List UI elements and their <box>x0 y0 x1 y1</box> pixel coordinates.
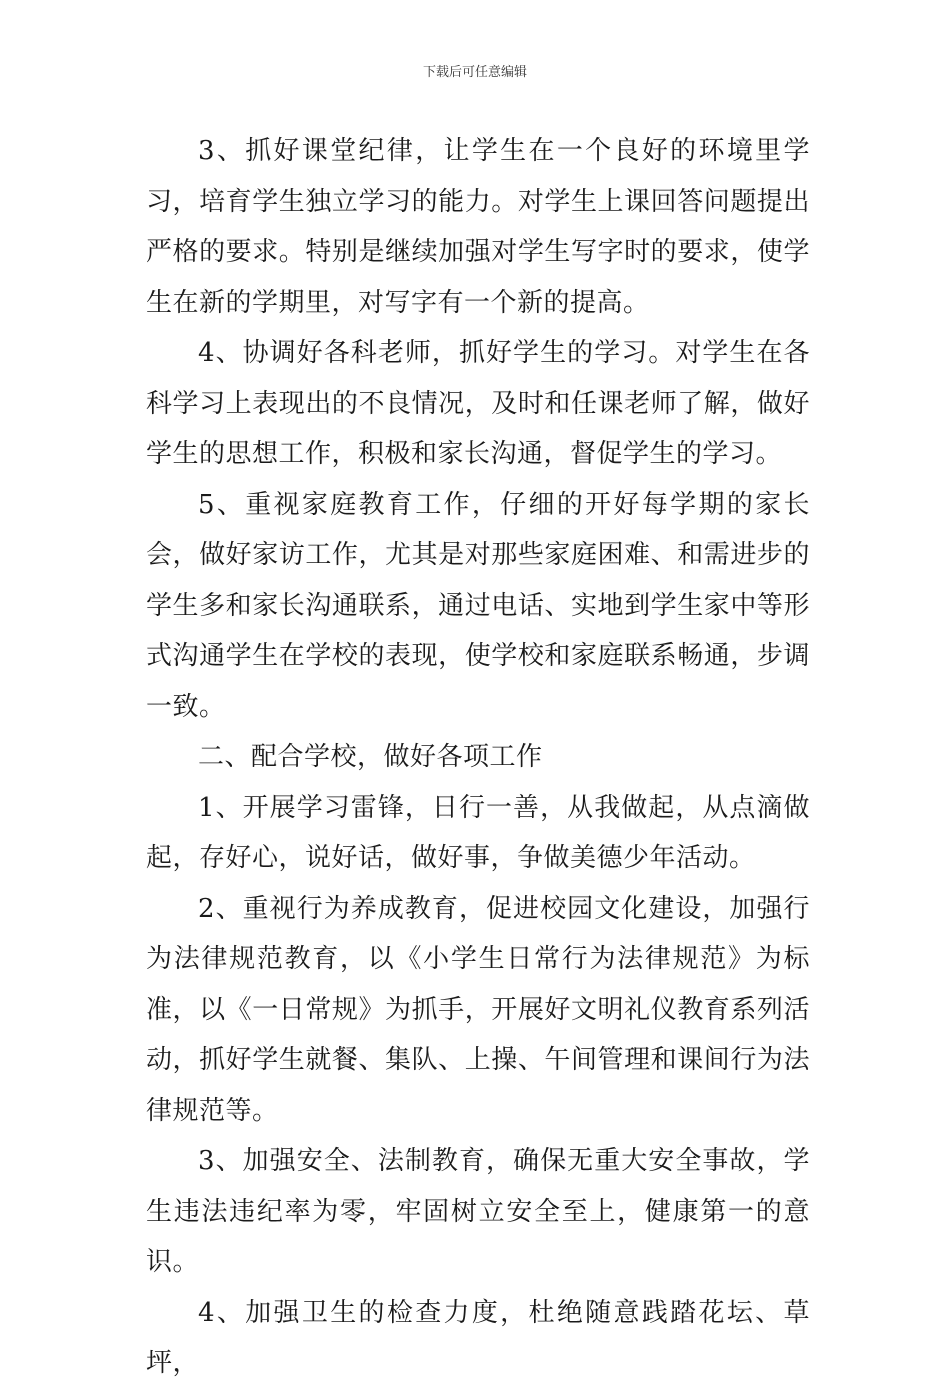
paragraph-item-3: 3、抓好课堂纪律，让学生在一个良好的环境里学习，培育学生独立学习的能力。对学生上课回答问题提出严格的要求。特别是继续加强对学生写字时的要求，使学生在新的学期里，对写字有一个新的提高。 <box>146 136 810 318</box>
paragraph-item-5: 5、重视家庭教育工作，仔细的开好每学期的家长会，做好家访工作，尤其是对那些家庭困难、和需进步的学生多和家长沟通联系，通过电话、实地到学生家中等形式沟通学生在学校的表现，使学校和家庭联系畅通，步调一致。 <box>146 489 810 722</box>
paragraph-item-2: 2、重视行为养成教育，促进校园文化建设，加强行为法律规范教育，以《小学生日常行为法律规范》为标准，以《一日常规》为抓手，开展好文明礼仪教育系列活动，抓好学生就餐、集队、上操、午间管理和课间行为法律规范等。 <box>146 893 810 1126</box>
paragraph-item-3-safety: 3、加强安全、法制教育，确保无重大安全事故，学生违法违纪率为零，牢固树立安全至上，健康第一的意识。 <box>146 1146 810 1277</box>
paragraph-item-4: 4、协调好各科老师，抓好学生的学习。对学生在各科学习上表现出的不良情况，及时和任课老师了解，做好学生的思想工作，积极和家长沟通，督促学生的学习。 <box>146 338 810 469</box>
paragraph-item-1: 1、开展学习雷锋，日行一善，从我做起，从点滴做起，存好心，说好话，做好事，争做美德少年活动。 <box>146 792 810 873</box>
paragraph-item-4-hygiene: 4、加强卫生的检查力度，杜绝随意践踏花坛、草坪， <box>146 1297 810 1378</box>
section-heading-2: 二、配合学校，做好各项工作 <box>198 742 543 772</box>
page-header: 下载后可任意编辑 <box>422 65 527 80</box>
document-body <box>146 126 810 1389</box>
